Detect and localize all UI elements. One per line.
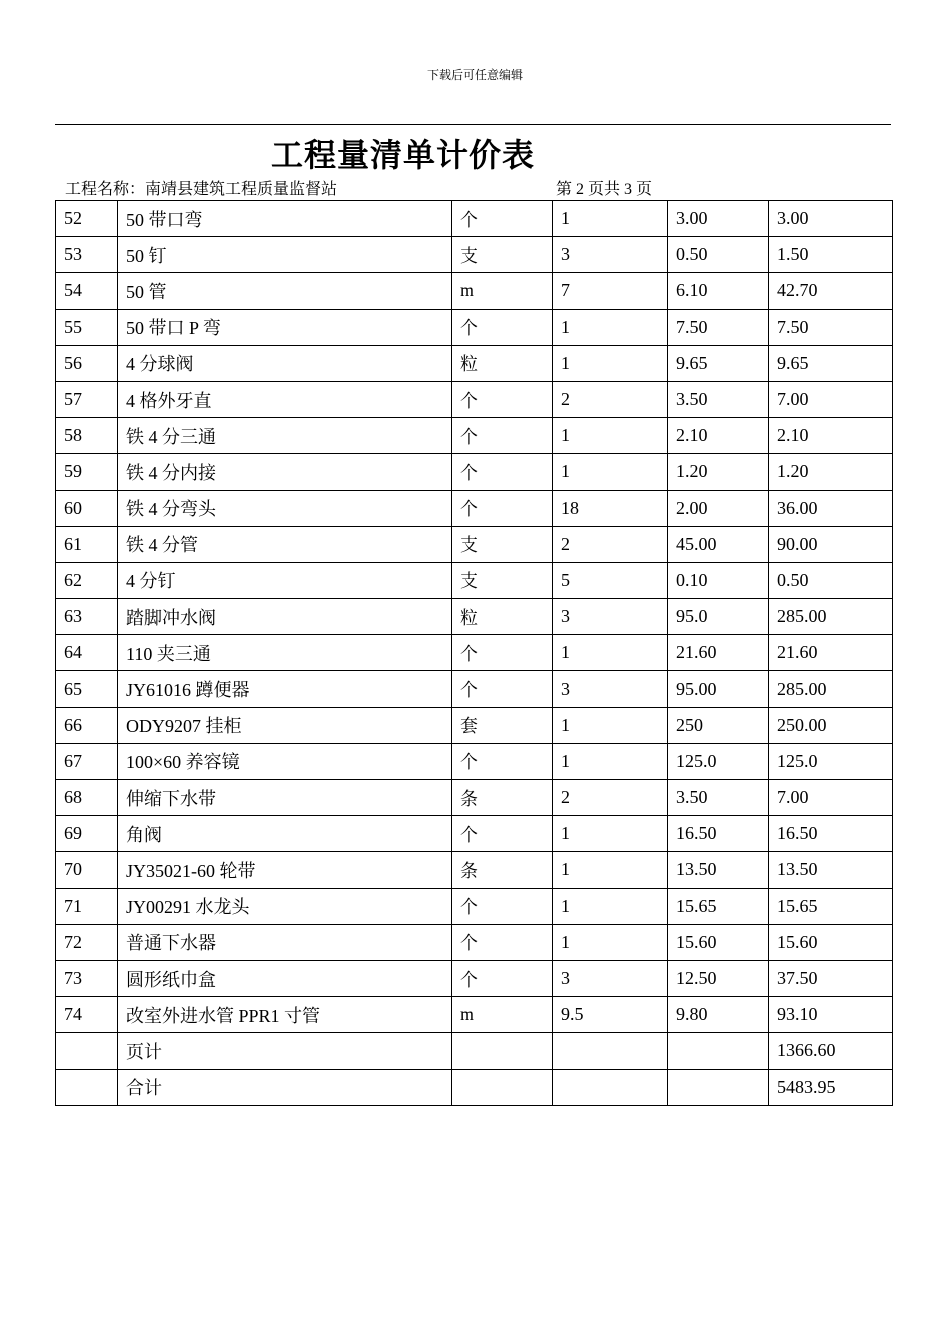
table-row (56, 237, 893, 273)
table-row (56, 562, 893, 598)
unit-cell: 个 (452, 960, 553, 996)
row-number-cell: 56 (56, 345, 118, 381)
table-row (56, 924, 893, 960)
item-name-cell: ODY9207 挂柜 (118, 707, 452, 743)
unit-cell: 个 (452, 309, 553, 345)
table-row (56, 1033, 893, 1069)
unit-price-cell: 7.50 (668, 309, 769, 345)
amount-cell: 7.50 (769, 309, 893, 345)
table-row (56, 888, 893, 924)
item-name-cell: 110 夹三通 (118, 635, 452, 671)
amount-cell: 13.50 (769, 852, 893, 888)
amount-cell: 15.65 (769, 888, 893, 924)
item-name-cell: 页计 (118, 1033, 452, 1069)
unit-price-cell: 0.50 (668, 237, 769, 273)
row-number-cell: 70 (56, 852, 118, 888)
amount-cell: 9.65 (769, 345, 893, 381)
row-number-cell: 66 (56, 707, 118, 743)
quantity-cell: 18 (553, 490, 668, 526)
row-number-cell: 55 (56, 309, 118, 345)
amount-cell: 5483.95 (769, 1069, 893, 1105)
unit-price-cell: 3.50 (668, 381, 769, 417)
row-number-cell: 62 (56, 562, 118, 598)
quantity-cell: 3 (553, 599, 668, 635)
unit-cell: 支 (452, 526, 553, 562)
unit-price-cell: 9.80 (668, 997, 769, 1033)
unit-price-cell: 16.50 (668, 816, 769, 852)
unit-price-cell: 1.20 (668, 454, 769, 490)
amount-cell: 285.00 (769, 671, 893, 707)
table-row (56, 454, 893, 490)
unit-cell: 个 (452, 743, 553, 779)
amount-cell: 36.00 (769, 490, 893, 526)
table-row (56, 816, 893, 852)
row-number-cell: 53 (56, 237, 118, 273)
unit-price-cell: 21.60 (668, 635, 769, 671)
quantity-cell: 3 (553, 960, 668, 996)
item-name-cell: 100×60 养容镜 (118, 743, 452, 779)
row-number-cell: 69 (56, 816, 118, 852)
unit-price-cell: 3.50 (668, 780, 769, 816)
item-name-cell: 50 带口弯 (118, 201, 452, 237)
amount-cell: 21.60 (769, 635, 893, 671)
unit-price-cell: 6.10 (668, 273, 769, 309)
amount-cell: 125.0 (769, 743, 893, 779)
unit-price-cell: 13.50 (668, 852, 769, 888)
table-row (56, 997, 893, 1033)
unit-price-cell: 9.65 (668, 345, 769, 381)
amount-cell: 0.50 (769, 562, 893, 598)
item-name-cell: 4 分钉 (118, 562, 452, 598)
item-name-cell: 伸缩下水带 (118, 780, 452, 816)
amount-cell: 15.60 (769, 924, 893, 960)
page-indicator: 第 2 页共 3 页 (556, 181, 653, 198)
table-row (56, 671, 893, 707)
amount-cell: 7.00 (769, 780, 893, 816)
item-name-cell: 铁 4 分弯头 (118, 490, 452, 526)
row-number-cell: 72 (56, 924, 118, 960)
table-row (56, 780, 893, 816)
quantity-cell: 1 (553, 201, 668, 237)
row-number-cell: 71 (56, 888, 118, 924)
table-row (56, 201, 893, 237)
unit-cell: 条 (452, 852, 553, 888)
quantity-cell: 1 (553, 345, 668, 381)
amount-cell: 1.50 (769, 237, 893, 273)
table-row (56, 418, 893, 454)
amount-cell: 2.10 (769, 418, 893, 454)
table-row (56, 381, 893, 417)
quantity-cell: 1 (553, 707, 668, 743)
row-number-cell: 58 (56, 418, 118, 454)
row-number-cell: 52 (56, 201, 118, 237)
row-number-cell: 54 (56, 273, 118, 309)
unit-cell: 个 (452, 490, 553, 526)
row-number-cell: 63 (56, 599, 118, 635)
table-row (56, 345, 893, 381)
unit-cell: 个 (452, 381, 553, 417)
unit-price-cell: 45.00 (668, 526, 769, 562)
quantity-cell (553, 1033, 668, 1069)
quantity-cell: 1 (553, 309, 668, 345)
unit-cell (452, 1033, 553, 1069)
unit-price-cell: 2.10 (668, 418, 769, 454)
row-number-cell: 57 (56, 381, 118, 417)
unit-price-cell: 95.0 (668, 599, 769, 635)
quantity-cell: 1 (553, 454, 668, 490)
item-name-cell: 50 带口 P 弯 (118, 309, 452, 345)
unit-cell: 个 (452, 888, 553, 924)
unit-cell (452, 1069, 553, 1105)
quantity-cell: 9.5 (553, 997, 668, 1033)
unit-cell: 粒 (452, 599, 553, 635)
unit-price-cell: 2.00 (668, 490, 769, 526)
unit-price-cell: 15.60 (668, 924, 769, 960)
amount-cell: 16.50 (769, 816, 893, 852)
row-number-cell: 61 (56, 526, 118, 562)
item-name-cell: JY61016 蹲便器 (118, 671, 452, 707)
amount-cell: 3.00 (769, 201, 893, 237)
unit-cell: 个 (452, 454, 553, 490)
unit-cell: 个 (452, 418, 553, 454)
unit-price-cell: 12.50 (668, 960, 769, 996)
unit-price-cell: 125.0 (668, 743, 769, 779)
quantity-cell: 2 (553, 780, 668, 816)
item-name-cell: 合计 (118, 1069, 452, 1105)
table-row (56, 273, 893, 309)
unit-cell: 个 (452, 671, 553, 707)
item-name-cell: JY35021-60 轮带 (118, 852, 452, 888)
amount-cell: 285.00 (769, 599, 893, 635)
amount-cell: 7.00 (769, 381, 893, 417)
quantity-cell: 7 (553, 273, 668, 309)
unit-cell: 个 (452, 924, 553, 960)
item-name-cell: 改室外进水管 PPR1 寸管 (118, 997, 452, 1033)
table-row (56, 490, 893, 526)
table-row (56, 309, 893, 345)
row-number-cell (56, 1069, 118, 1105)
row-number-cell: 67 (56, 743, 118, 779)
item-name-cell: 角阀 (118, 816, 452, 852)
table-row (56, 707, 893, 743)
quantity-cell: 2 (553, 381, 668, 417)
quantity-cell: 3 (553, 671, 668, 707)
amount-cell: 90.00 (769, 526, 893, 562)
quantity-cell: 1 (553, 743, 668, 779)
unit-cell: 支 (452, 562, 553, 598)
quantity-cell: 1 (553, 888, 668, 924)
amount-cell: 1366.60 (769, 1033, 893, 1069)
item-name-cell: 踏脚冲水阀 (118, 599, 452, 635)
row-number-cell: 60 (56, 490, 118, 526)
item-name-cell: 4 格外牙直 (118, 381, 452, 417)
unit-price-cell: 0.10 (668, 562, 769, 598)
page-title: 工程量清单计价表 (271, 137, 536, 173)
unit-price-cell (668, 1069, 769, 1105)
quantity-cell: 1 (553, 924, 668, 960)
item-name-cell: 50 管 (118, 273, 452, 309)
item-name-cell: 4 分球阀 (118, 345, 452, 381)
table-row (56, 743, 893, 779)
quantity-cell: 1 (553, 635, 668, 671)
row-number-cell: 68 (56, 780, 118, 816)
bill-of-quantities-table (55, 200, 893, 1106)
unit-price-cell: 250 (668, 707, 769, 743)
quantity-cell: 1 (553, 852, 668, 888)
unit-cell: m (452, 997, 553, 1033)
unit-price-cell: 15.65 (668, 888, 769, 924)
table-row (56, 852, 893, 888)
unit-cell: 个 (452, 201, 553, 237)
unit-price-cell (668, 1033, 769, 1069)
unit-cell: 个 (452, 816, 553, 852)
row-number-cell: 65 (56, 671, 118, 707)
unit-cell: 粒 (452, 345, 553, 381)
quantity-cell: 5 (553, 562, 668, 598)
item-name-cell: 铁 4 分管 (118, 526, 452, 562)
unit-price-cell: 3.00 (668, 201, 769, 237)
table-row (56, 599, 893, 635)
unit-cell: m (452, 273, 553, 309)
quantity-cell (553, 1069, 668, 1105)
quantity-cell: 1 (553, 816, 668, 852)
unit-cell: 支 (452, 237, 553, 273)
quantity-cell: 1 (553, 418, 668, 454)
row-number-cell: 59 (56, 454, 118, 490)
quantity-cell: 2 (553, 526, 668, 562)
unit-cell: 个 (452, 635, 553, 671)
item-name-cell: 铁 4 分内接 (118, 454, 452, 490)
amount-cell: 37.50 (769, 960, 893, 996)
item-name-cell: 50 钉 (118, 237, 452, 273)
project-name: 工程名称：南靖县建筑工程质量监督站 (65, 181, 338, 198)
row-number-cell (56, 1033, 118, 1069)
item-name-cell: 普通下水器 (118, 924, 452, 960)
unit-cell: 套 (452, 707, 553, 743)
header-note: 下载后可任意编辑 (426, 68, 523, 82)
unit-price-cell: 95.00 (668, 671, 769, 707)
table-row (56, 635, 893, 671)
item-name-cell: 圆形纸巾盒 (118, 960, 452, 996)
unit-cell: 条 (452, 780, 553, 816)
table-row (56, 960, 893, 996)
quantity-cell: 3 (553, 237, 668, 273)
row-number-cell: 64 (56, 635, 118, 671)
amount-cell: 250.00 (769, 707, 893, 743)
item-name-cell: 铁 4 分三通 (118, 418, 452, 454)
amount-cell: 1.20 (769, 454, 893, 490)
table-row (56, 526, 893, 562)
amount-cell: 93.10 (769, 997, 893, 1033)
amount-cell: 42.70 (769, 273, 893, 309)
row-number-cell: 73 (56, 960, 118, 996)
row-number-cell: 74 (56, 997, 118, 1033)
item-name-cell: JY00291 水龙头 (118, 888, 452, 924)
table-row (56, 1069, 893, 1105)
header-divider (55, 124, 891, 125)
